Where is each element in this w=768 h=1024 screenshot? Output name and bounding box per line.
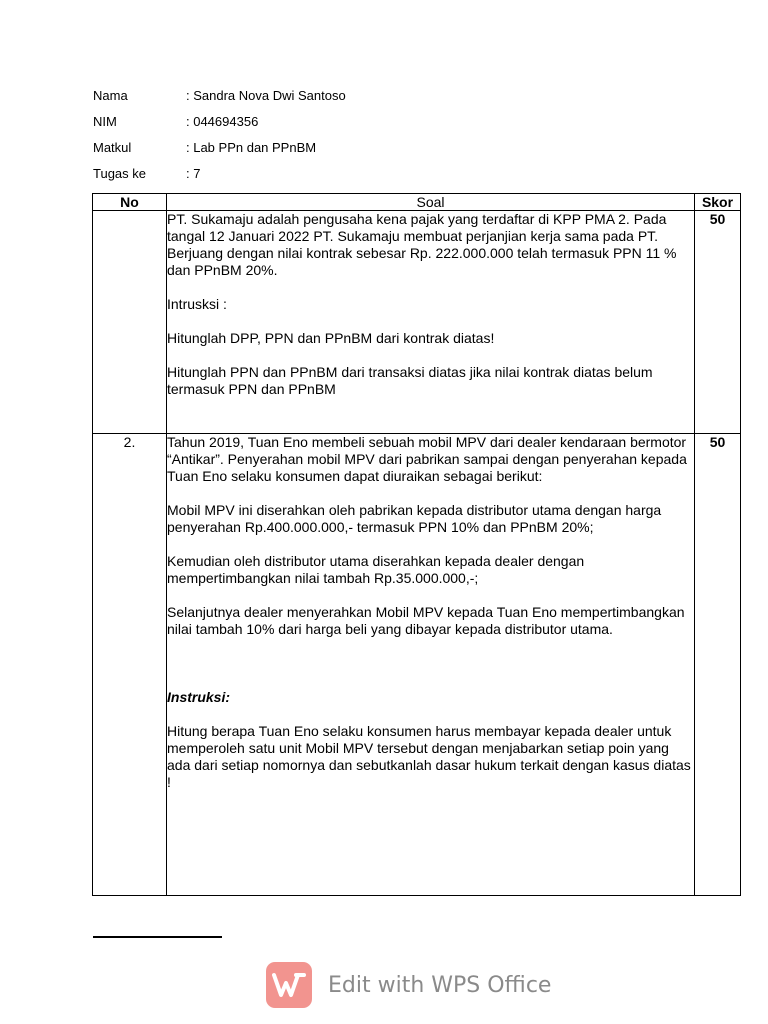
row-number	[93, 211, 167, 434]
row-number: 2.	[93, 434, 167, 896]
nim-value: : 044694356	[186, 114, 259, 129]
table-header-row	[93, 194, 741, 211]
tugas-value: : 7	[186, 166, 201, 181]
instruction-heading: Instruksi:	[167, 689, 231, 705]
score-cell: 50	[695, 211, 741, 434]
question-cell	[167, 211, 695, 434]
matkul-label: Matkul	[93, 140, 132, 155]
question-paragraph: Hitunglah DPP, PPN dan PPnBM dari kontrak diatas!	[167, 330, 495, 346]
nama-value: : Sandra Nova Dwi Santoso	[186, 88, 346, 103]
wps-watermark	[266, 962, 551, 1008]
question-paragraph: PT. Sukamaju adalah pengusaha kena pajak yang terdaftar di KPP PMA 2. Pada tangal 12 Januari 2022 PT. Sukamaju membuat perjanjian kerja sama pada PT. Berjuang dengan nilai kontrak sebesar Rp. 222.000.000 telah termasuk PPN 11 % dan PPnBM 20%.	[167, 211, 677, 278]
question-paragraph: Selanjutnya dealer menyerahkan Mobil MPV kepada Tuan Eno mempertimbangkan nilai tambah 10% dari harga beli yang dibayar kepada distributor utama.	[167, 604, 685, 637]
header-no: No	[93, 194, 167, 211]
score-cell: 50	[695, 434, 741, 896]
nama-label: Nama	[93, 88, 128, 103]
question-paragraph: Tahun 2019, Tuan Eno membeli sebuah mobil MPV dari dealer kendaraan bermotor “Antikar”. Penyerahan mobil MPV dari pabrikan sampai dengan penyerahan kepada Tuan Eno selaku konsumen dapat diuraikan sebagai berikut:	[167, 434, 687, 484]
question-cell	[167, 434, 695, 896]
table-row	[93, 211, 741, 434]
question-paragraph: Kemudian oleh distributor utama diserahkan kepada dealer dengan mempertimbangkan nilai tambah Rp.35.000.000,-;	[167, 553, 585, 586]
question-paragraph: Mobil MPV ini diserahkan oleh pabrikan kepada distributor utama dengan harga penyerahan Rp.400.000.000,- termasuk PPN 10% dan PPnBM 20%;	[167, 502, 662, 535]
wps-watermark-text: Edit with WPS Office	[328, 972, 552, 998]
matkul-value: : Lab PPn dan PPnBM	[186, 140, 317, 155]
header-soal: Soal	[167, 194, 695, 211]
nim-label: NIM	[93, 114, 117, 129]
header-skor: Skor	[695, 194, 741, 211]
question-paragraph: Hitung berapa Tuan Eno selaku konsumen harus membayar kepada dealer untuk memperoleh satu unit Mobil MPV tersebut dengan menjabarkan setiap poin yang ada dari setiap nomornya dan sebutkanlah dasar hukum terkait dengan kasus diatas !	[167, 723, 691, 790]
tugas-label: Tugas ke	[93, 166, 146, 181]
questions-table	[92, 193, 741, 896]
footnote-separator	[93, 936, 222, 938]
table-row	[93, 434, 741, 896]
question-paragraph: Hitunglah PPN dan PPnBM dari transaksi diatas jika nilai kontrak diatas belum termasuk PPN dan PPnBM	[167, 364, 653, 397]
instruction-heading: Intrusksi :	[167, 296, 227, 312]
wps-logo-icon	[266, 962, 312, 1008]
